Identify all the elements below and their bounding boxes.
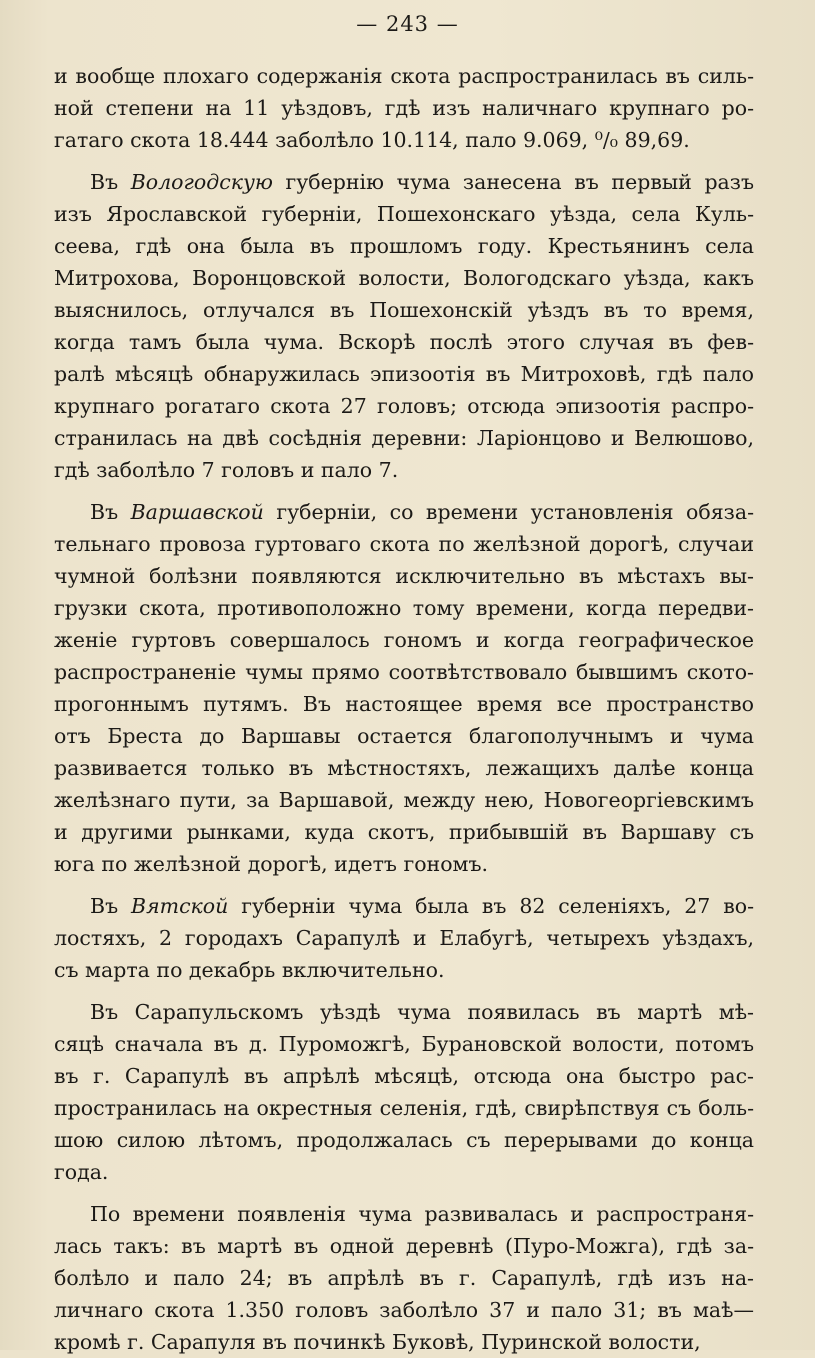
italic-region-name: Варшавской (130, 500, 264, 524)
text-line: странилась на двѣ сосѣднія деревни: Ларіонцово и Велюшово, (54, 426, 754, 450)
paragraph (54, 996, 754, 1188)
paragraph (54, 166, 754, 486)
line-fragment: Въ (90, 170, 131, 194)
text-line: болѣло и пало 24; въ апрѣлѣ въ г. Сарапулѣ, гдѣ изъ на- (54, 1266, 754, 1290)
text-line (54, 890, 754, 922)
text-line: и другими рынками, куда скотъ, прибывшій въ Варшаву съ (54, 820, 754, 844)
paragraph-gap (54, 486, 754, 496)
text-line: въ г. Сарапулѣ въ апрѣлѣ мѣсяцѣ, отсюда она быстро рас- (54, 1064, 754, 1088)
text-line: Въ Сарапульскомъ уѣздѣ чума появилась въ мартѣ мѣ- (90, 1000, 754, 1024)
text-line: шою силою лѣтомъ, продолжалась съ перерывами до конца (54, 1128, 754, 1152)
paragraph-gap (54, 986, 754, 996)
italic-region-name: Вологодскую (130, 170, 273, 194)
line-fragment: Въ (90, 894, 131, 918)
text-line: лась такъ: въ мартѣ въ одной деревнѣ (Пуро-Можга), гдѣ за- (54, 1234, 754, 1258)
body-text (54, 60, 754, 1358)
paragraph (54, 60, 754, 156)
text-line (54, 496, 754, 528)
paragraph (54, 890, 754, 986)
text-line: желѣзнаго пути, за Варшавой, между нею, Новогеоргіевскимъ (54, 788, 754, 812)
text-line: сяцѣ сначала въ д. Пуроможгѣ, Бурановской волости, потомъ (54, 1032, 754, 1056)
paragraph-gap (54, 1188, 754, 1198)
text-line: съ марта по декабрь включительно. (54, 958, 445, 982)
line-fragment: губерніи, со времени установленія обяза- (263, 500, 754, 524)
paragraph-gap (54, 880, 754, 890)
text-line: кромѣ г. Сарапуля въ починкѣ Буковѣ, Пуринской волости, (54, 1330, 701, 1354)
text-line: По времени появленія чума развивалась и распространя- (90, 1202, 754, 1226)
text-line: грузки скота, противоположно тому времени, когда передви- (54, 596, 754, 620)
text-line: развивается только въ мѣстностяхъ, лежащихъ далѣе конца (54, 756, 754, 780)
text-line: ралѣ мѣсяцѣ обнаружилась эпизоотія въ Митроховѣ, гдѣ пало (54, 362, 754, 386)
text-line: отъ Бреста до Варшавы остается благополучнымъ и чума (54, 724, 754, 748)
text-line: и вообще плохаго содержанія скота распространилась въ силь- (54, 64, 754, 88)
line-fragment: Въ (90, 500, 131, 524)
paragraph (54, 1198, 754, 1358)
text-line: юга по желѣзной дорогѣ, идетъ гономъ. (54, 852, 489, 876)
text-line: прогоннымъ путямъ. Въ настоящее время все пространство (54, 692, 754, 716)
text-line: сеева, гдѣ она была въ прошломъ году. Крестьянинъ села (54, 234, 754, 258)
line-fragment: губернію чума занесена въ первый разъ (272, 170, 754, 194)
italic-region-name: Вятской (131, 894, 229, 918)
text-line: чумной болѣзни появляются исключительно въ мѣстахъ вы- (54, 564, 754, 588)
text-line: изъ Ярославской губерніи, Пошехонскаго уѣзда, села Куль- (54, 202, 754, 226)
text-line: распространеніе чумы прямо соотвѣтствовало бывшимъ ското- (54, 660, 754, 684)
page-number: — 243 — (356, 12, 459, 36)
line-fragment: губерніи чума была въ 82 селеніяхъ, 27 во- (228, 894, 754, 918)
text-line (54, 166, 754, 198)
text-line: когда тамъ была чума. Вскорѣ послѣ этого случая въ фев- (54, 330, 754, 354)
text-line: личнаго скота 1.350 головъ заболѣло 37 и пало 31; въ маѣ— (54, 1298, 754, 1322)
text-line: гдѣ заболѣло 7 головъ и пало 7. (54, 458, 399, 482)
text-line: года. (54, 1160, 109, 1184)
text-line: ной степени на 11 уѣздовъ, гдѣ изъ наличнаго крупнаго ро- (54, 96, 754, 120)
text-line: пространилась на окрестныя селенія, гдѣ, свирѣпствуя съ боль- (54, 1096, 754, 1120)
paragraph-gap (54, 156, 754, 166)
paragraph (54, 496, 754, 880)
text-line: женіе гуртовъ совершалось гономъ и когда географическое (54, 628, 754, 652)
text-line: лостяхъ, 2 городахъ Сарапулѣ и Елабугѣ, четырехъ уѣздахъ, (54, 926, 754, 950)
text-line: крупнаго рогатаго скота 27 головъ; отсюда эпизоотія распро- (54, 394, 754, 418)
text-line: гатаго скота 18.444 заболѣло 10.114, пало 9.069, ⁰/₀ 89,69. (54, 128, 690, 152)
text-line: Митрохова, Воронцовской волости, Вологодскаго уѣзда, какъ (54, 266, 754, 290)
text-line: тельнаго провоза гуртоваго скота по желѣзной дорогѣ, случаи (54, 532, 754, 556)
text-line: выяснилось, отлучался въ Пошехонскій уѣздъ въ то время, (54, 298, 754, 322)
